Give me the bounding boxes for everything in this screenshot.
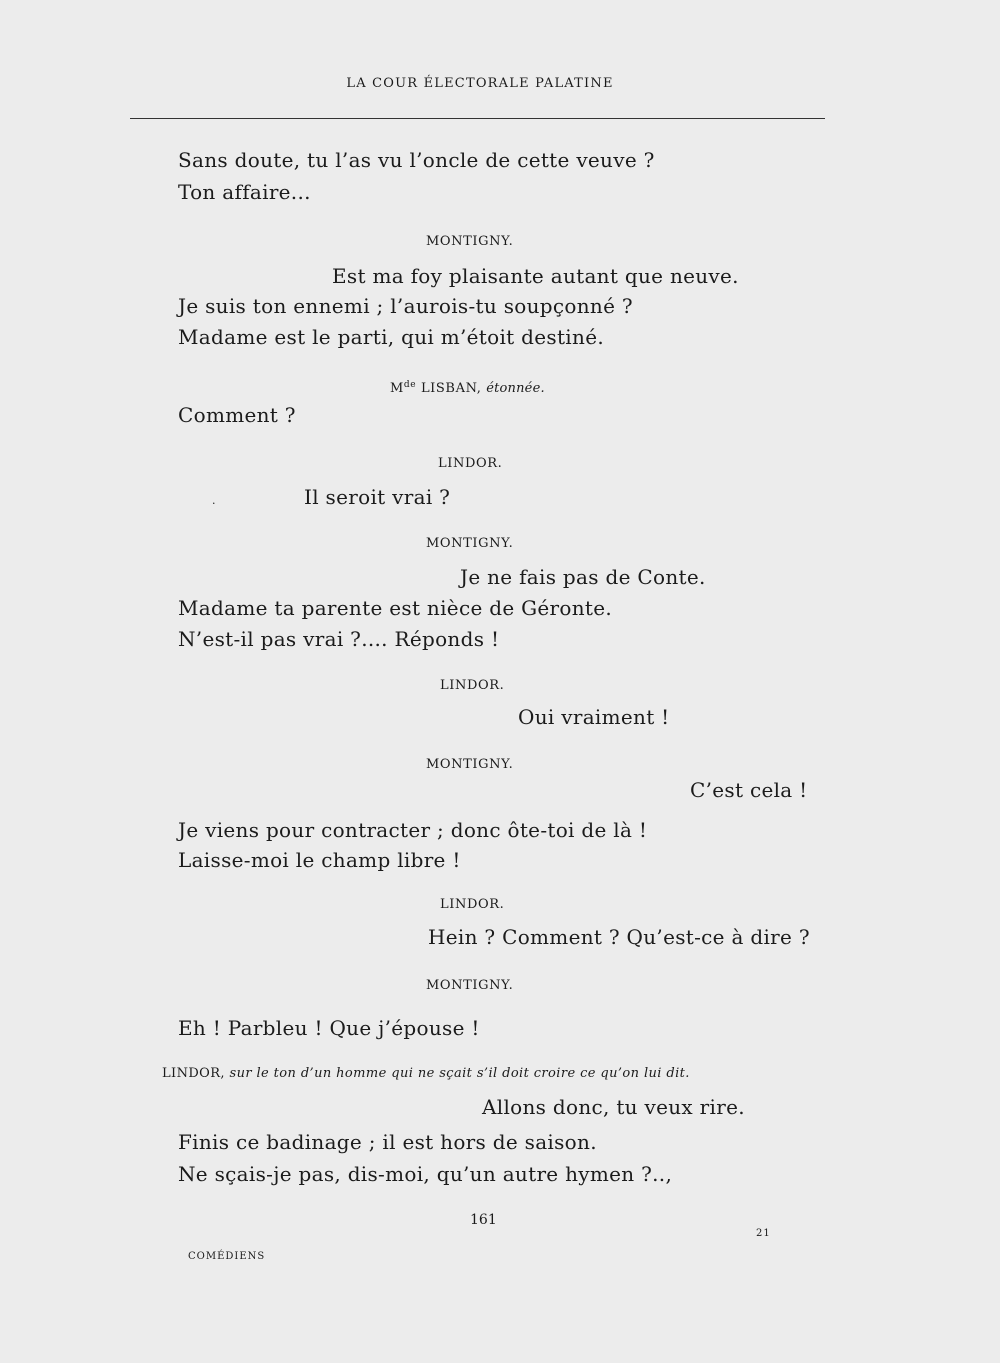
verse-line: Il seroit vrai ?	[304, 485, 451, 509]
verse-line: Madame ta parente est nièce de Géronte.	[178, 596, 613, 620]
speaker-lisban: Mde LISBAN, étonnée.	[390, 380, 545, 396]
speaker-lindor: LINDOR.	[438, 456, 503, 471]
speaker-lindor: LINDOR.	[440, 897, 505, 912]
signature-label: COMÉDIENS	[188, 1251, 266, 1262]
speaker-montigny: MONTIGNY.	[426, 757, 514, 772]
verse-line: Ton affaire...	[178, 180, 311, 204]
page-number: 161	[470, 1212, 497, 1228]
verse-line: Est ma foy plaisante autant que neuve.	[332, 264, 739, 288]
verse-line: Je suis ton ennemi ; l’aurois-tu soupçonné ?	[178, 294, 633, 318]
stage-direction: LINDOR, sur le ton d’un homme qui ne sçait s’il doit croire ce qu’on lui dit.	[162, 1066, 690, 1081]
verse-line: C’est cela !	[690, 778, 808, 802]
header-rule	[130, 118, 825, 119]
speaker-montigny: MONTIGNY.	[426, 234, 514, 249]
running-head: LA COUR ÉLECTORALE PALATINE	[346, 76, 614, 91]
speaker-lindor: LINDOR.	[440, 678, 505, 693]
verse-line: Madame est le parti, qui m’étoit destiné.	[178, 325, 604, 349]
speaker-montigny: MONTIGNY.	[426, 536, 514, 551]
speck-mark: .	[212, 494, 216, 507]
speaker-montigny: MONTIGNY.	[426, 978, 514, 993]
verse-line: N’est-il pas vrai ?.... Réponds !	[178, 627, 500, 651]
verse-line: Ne sçais-je pas, dis-moi, qu’un autre hymen ?..,	[178, 1162, 673, 1186]
verse-line: Finis ce badinage ; il est hors de saison.	[178, 1130, 597, 1154]
verse-line: Laisse-moi le champ libre !	[178, 848, 461, 872]
signature-mark: 21	[756, 1228, 771, 1239]
verse-line: Allons donc, tu veux rire.	[482, 1095, 745, 1119]
verse-line: Oui vraiment !	[518, 705, 670, 729]
verse-line: Hein ? Comment ? Qu’est-ce à dire ?	[428, 925, 810, 949]
verse-line: Je ne fais pas de Conte.	[460, 565, 706, 589]
verse-line: Je viens pour contracter ; donc ôte-toi de là !	[178, 818, 648, 842]
verse-line: Eh ! Parbleu ! Que j’épouse !	[178, 1016, 480, 1040]
verse-line: Comment ?	[178, 403, 296, 427]
verse-line: Sans doute, tu l’as vu l’oncle de cette veuve ?	[178, 148, 655, 172]
